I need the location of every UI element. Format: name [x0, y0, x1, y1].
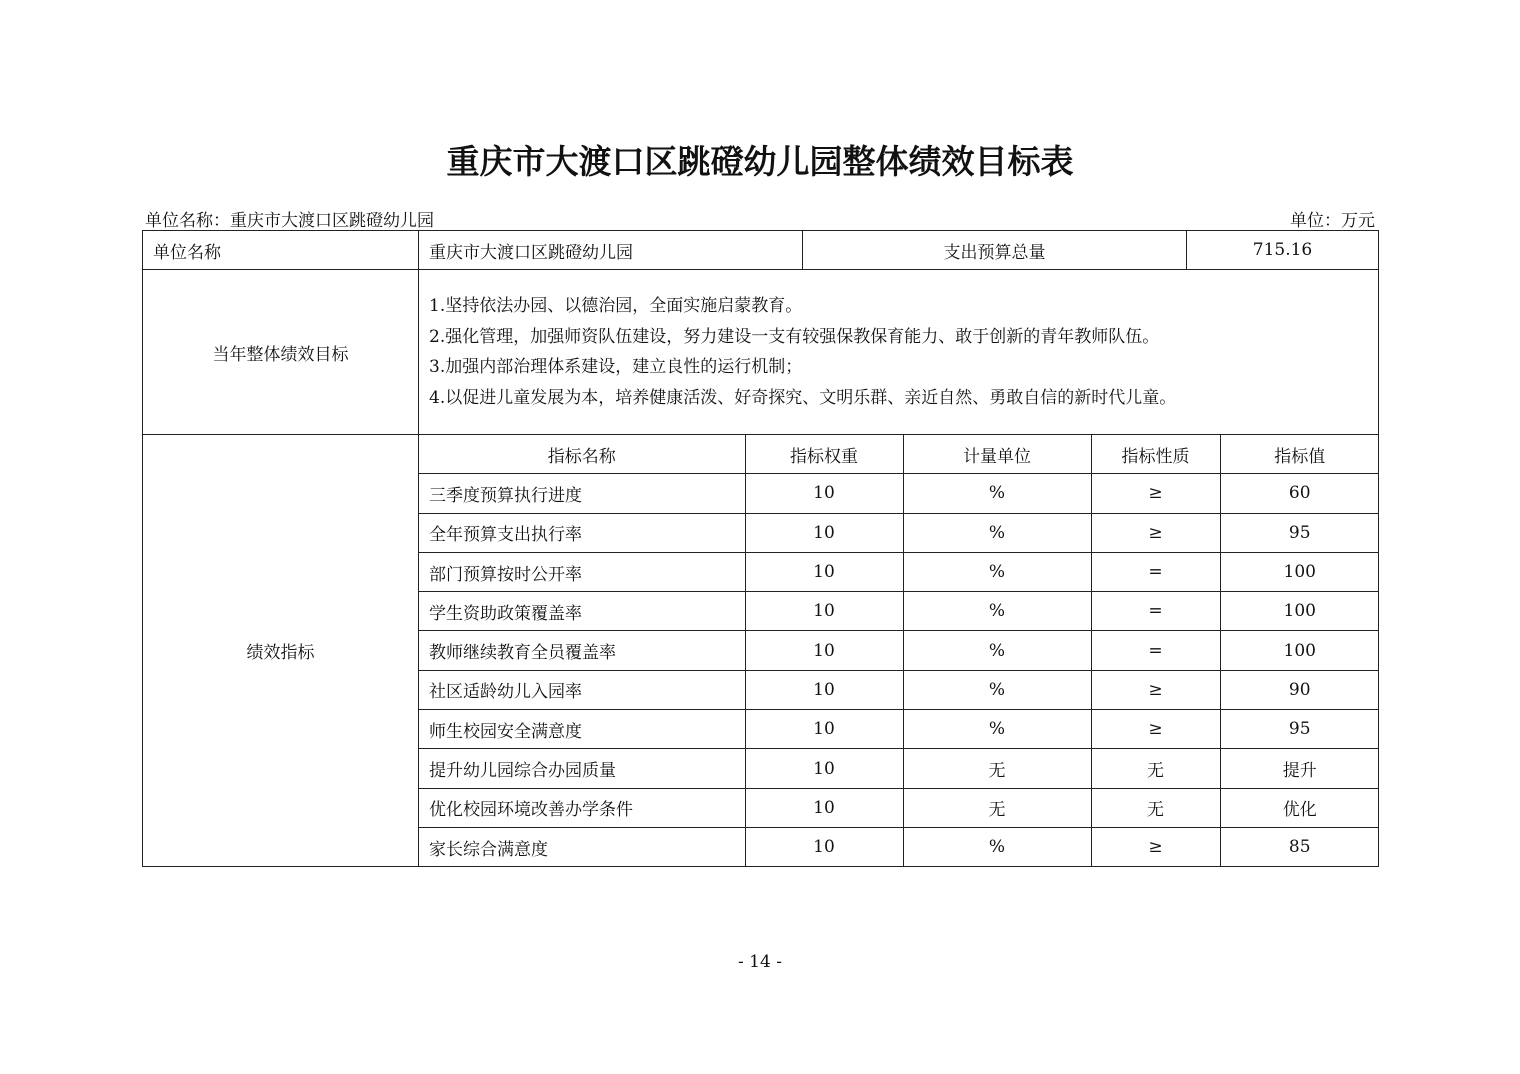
- indicator-name: 师生校园安全满意度: [419, 710, 745, 749]
- column-header-value: 指标值: [1220, 435, 1379, 474]
- column-header-weight: 指标权重: [745, 435, 903, 474]
- indicator-weight: 10: [745, 788, 903, 827]
- indicator-weight: 10: [745, 710, 903, 749]
- goal-item: 3.加强内部治理体系建设，建立良性的运行机制；: [429, 357, 803, 377]
- indicator-weight: 10: [745, 552, 903, 591]
- indicator-nature: ≥: [1091, 827, 1220, 866]
- indicator-name: 三季度预算执行进度: [419, 474, 745, 513]
- indicator-value: 85: [1220, 827, 1379, 866]
- performance-target-table: [142, 230, 1379, 867]
- indicator-section-label: 绩效指标: [143, 435, 419, 867]
- unit-name-caption: 单位名称：重庆市大渡口区跳磴幼儿园: [145, 211, 434, 231]
- indicator-value: 100: [1220, 552, 1379, 591]
- indicator-unit: 无: [903, 749, 1091, 788]
- indicator-unit: %: [903, 513, 1091, 552]
- indicator-name: 学生资助政策覆盖率: [419, 592, 745, 631]
- indicator-nature: 无: [1091, 749, 1220, 788]
- table-row: [419, 552, 1379, 591]
- indicator-unit: %: [903, 552, 1091, 591]
- indicator-nature: =: [1091, 552, 1220, 591]
- unit-name-header: 单位名称: [143, 231, 419, 270]
- table-row: [419, 670, 1379, 709]
- indicator-unit: %: [903, 710, 1091, 749]
- goal-item: 2.强化管理，加强师资队伍建设，努力建设一支有较强保教保育能力、敢于创新的青年教师队伍。: [429, 326, 1160, 347]
- indicator-value: 60: [1220, 474, 1379, 513]
- goal-item: 4.以促进儿童发展为本，培养健康活泼、好奇探究、文明乐群、亲近自然、勇敢自信的新时代儿童。: [429, 387, 1177, 408]
- indicator-unit: %: [903, 592, 1091, 631]
- indicator-value: 90: [1220, 670, 1379, 709]
- table-row: [419, 788, 1379, 827]
- table-row: [419, 513, 1379, 552]
- indicator-value: 提升: [1220, 749, 1379, 788]
- table-row: [419, 592, 1379, 631]
- indicator-name: 部门预算按时公开率: [419, 552, 745, 591]
- table-row: [419, 749, 1379, 788]
- indicator-name: 全年预算支出执行率: [419, 513, 745, 552]
- indicator-section-row: [143, 435, 1379, 867]
- indicator-unit: %: [903, 827, 1091, 866]
- indicator-nature: 无: [1091, 788, 1220, 827]
- indicator-value: 95: [1220, 513, 1379, 552]
- indicator-table-cell: [419, 435, 1379, 867]
- page-number: - 14 -: [738, 952, 782, 972]
- budget-header: 支出预算总量: [803, 231, 1187, 270]
- goal-item: 1.坚持依法办园、以德治园，全面实施启蒙教育。: [429, 296, 803, 316]
- indicator-nature: ≥: [1091, 474, 1220, 513]
- indicator-name: 家长综合满意度: [419, 827, 745, 866]
- indicator-value: 100: [1220, 592, 1379, 631]
- indicator-weight: 10: [745, 513, 903, 552]
- indicator-weight: 10: [745, 474, 903, 513]
- column-header-nature: 指标性质: [1091, 435, 1220, 474]
- unit-row: [143, 231, 1379, 270]
- page-title: 重庆市大渡口区跳磴幼儿园整体绩效目标表: [446, 142, 1074, 181]
- indicator-unit: %: [903, 670, 1091, 709]
- column-header-name: 指标名称: [547, 446, 616, 467]
- indicator-value: 95: [1220, 710, 1379, 749]
- indicator-table: [419, 435, 1379, 866]
- indicator-nature: ≥: [1091, 710, 1220, 749]
- indicator-nature: =: [1091, 592, 1220, 631]
- indicator-name: 教师继续教育全员覆盖率: [419, 631, 745, 670]
- budget-value: 715.16: [1187, 231, 1379, 270]
- indicator-weight: 10: [745, 749, 903, 788]
- unit-caption: 单位：万元: [1290, 211, 1375, 231]
- indicator-name: 社区适龄幼儿入园率: [419, 670, 745, 709]
- indicator-weight: 10: [745, 631, 903, 670]
- indicator-weight: 10: [745, 827, 903, 866]
- indicator-header-row: [419, 435, 1379, 474]
- indicator-nature: =: [1091, 631, 1220, 670]
- indicator-weight: 10: [745, 592, 903, 631]
- goal-row: [143, 270, 1379, 435]
- indicator-nature: ≥: [1091, 670, 1220, 709]
- table-row: [419, 631, 1379, 670]
- column-header-unit: 计量单位: [903, 435, 1091, 474]
- indicator-weight: 10: [745, 670, 903, 709]
- indicator-unit: %: [903, 474, 1091, 513]
- goal-header: 当年整体绩效目标: [143, 270, 419, 435]
- indicator-name: 优化校园环境改善办学条件: [419, 788, 745, 827]
- table-row: [419, 827, 1379, 866]
- indicator-value: 100: [1220, 631, 1379, 670]
- goal-content: [419, 270, 1379, 435]
- table-row: [419, 474, 1379, 513]
- indicator-nature: ≥: [1091, 513, 1220, 552]
- indicator-name: 提升幼儿园综合办园质量: [419, 749, 745, 788]
- unit-name-value: 重庆市大渡口区跳磴幼儿园: [419, 231, 803, 270]
- indicator-unit: 无: [903, 788, 1091, 827]
- indicator-value: 优化: [1220, 788, 1379, 827]
- table-row: [419, 710, 1379, 749]
- indicator-unit: %: [903, 631, 1091, 670]
